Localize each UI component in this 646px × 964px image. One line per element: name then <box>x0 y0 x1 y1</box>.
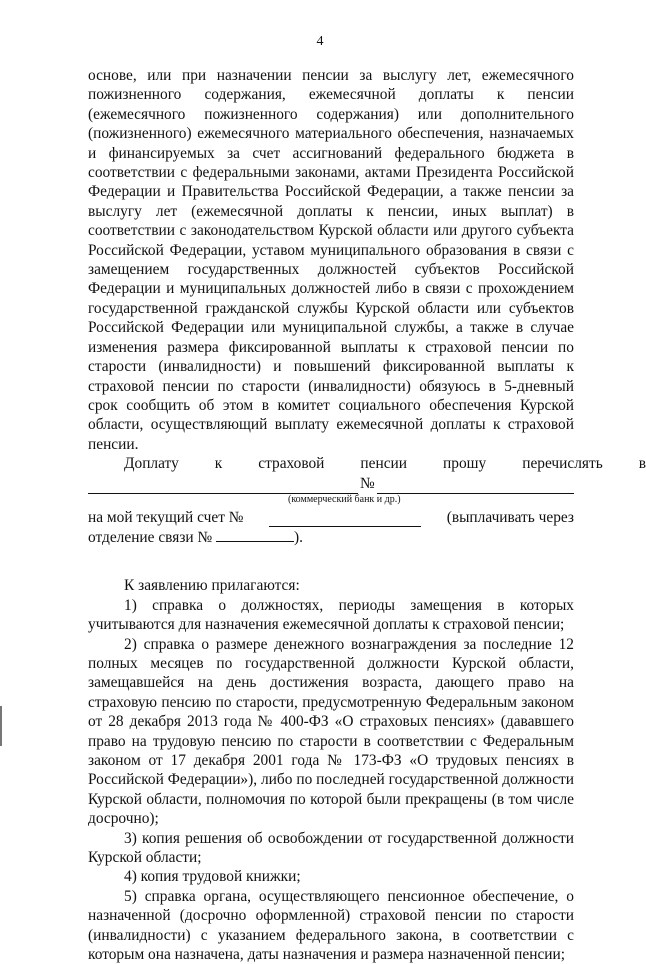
attachment-item: 1) справка о должностях, периоды замещения в которых учитываются для назначения ежемесячной доплаты к страховой пенсии; <box>88 596 574 634</box>
transfer-word: пенсии <box>360 455 408 473</box>
account-number-field[interactable] <box>269 512 421 527</box>
attachment-item: 4) копия трудовой книжки; <box>124 868 301 886</box>
attachment-item: 3) копия решения об освобождении от государственной должности Курской области; <box>88 829 574 867</box>
transfer-word: перечислять <box>522 455 603 473</box>
document-body <box>88 66 646 964</box>
transfer-word: к <box>214 455 223 473</box>
bank-branch-number-field[interactable] <box>377 479 574 494</box>
transfer-word: Доплату <box>124 455 179 473</box>
number-sign: № <box>360 475 375 493</box>
post-office-suffix: ). <box>294 528 304 546</box>
bank-field-caption: (коммерческий банк и др.) <box>288 493 401 505</box>
attachment-item: 2) справка о размере денежного вознаграждения за последние 12 полных месяцев по государственной должности Курской области, замещавшейся на день достижения возраста, дающего право на страховую пенсию по старости, предусмотренную Федеральным законом от 28 декабря 2013 года № 400-ФЗ «О страховых пенсиях» (дававшего право на трудовую пенсию по старости в соответствии с Федеральным законом от 17 декабря 2001 года № 173-ФЗ «О трудовых пенсиях в Российской Федерации»), либо по последней государственной должности Курской области, полномочия по которой были прекращены (в том числе досрочно); <box>88 635 574 828</box>
account-prefix: на мой текущий счет № <box>88 508 244 526</box>
transfer-word: прошу <box>443 455 487 473</box>
bank-name-field[interactable] <box>88 479 358 494</box>
scan-margin-mark <box>0 706 2 746</box>
transfer-word: в <box>638 455 646 473</box>
page-number: 4 <box>316 34 324 49</box>
account-suffix: (выплачивать через <box>446 508 574 526</box>
post-office-prefix: отделение связи № <box>88 528 213 546</box>
spacer <box>88 566 574 576</box>
paragraph-obligation: основе, или при назначении пенсии за выслугу лет, ежемесячного пожизненного содержания, ежемесячной доплаты к пенсии (ежемесячного пожизненного содержания) или дополнительного (пожизненного) ежемесячного материального обеспечения, назначаемых и финансируемых за счет ассигнований федерального бюджета в соответствии с федеральными законами, актами Президента Российской Федерации и Правительства Российской Федерации, а также пенсии за выслугу лет (ежемесячной доплаты к пенсии, иных выплат) в соответствии с законодательством Курской области или другого субъекта Российской Федерации, уставом муниципального образования в связи с замещением государственных должностей субъектов Российской Федерации и муниципальных должностей либо в связи с прохождением государственной гражданской службы Курской области или субъектов Российской Федерации или муниципальной службы, а также в случае изменения размера фиксированной выплаты к страховой пенсии по старости (инвалидности) и повышений фиксированной выплаты к страховой пенсии по старости (инвалидности) обязуюсь в 5-дневный срок сообщить об этом в комитет социального обеспечения Курской области, осуществляющий выплату ежемесячной доплаты к страховой пенсии. <box>88 67 574 453</box>
bank-field-line <box>88 474 574 494</box>
attachment-item: 5) справка органа, осуществляющего пенсионное обеспечение, о назначенной (досрочно оформленной) страховой пенсии по старости (инвалидности) с указанием федерального закона, в соответствии с которым она назначена, даты назначения и размера назначенной пенсии; <box>88 887 574 964</box>
spacer <box>88 547 574 566</box>
account-line <box>88 508 574 527</box>
transfer-word: страховой <box>258 455 325 473</box>
transfer-request-line <box>88 454 646 473</box>
post-office-number-field[interactable] <box>216 527 294 542</box>
post-office-line <box>88 527 574 547</box>
attachments-heading: К заявлению прилагаются: <box>124 577 300 595</box>
